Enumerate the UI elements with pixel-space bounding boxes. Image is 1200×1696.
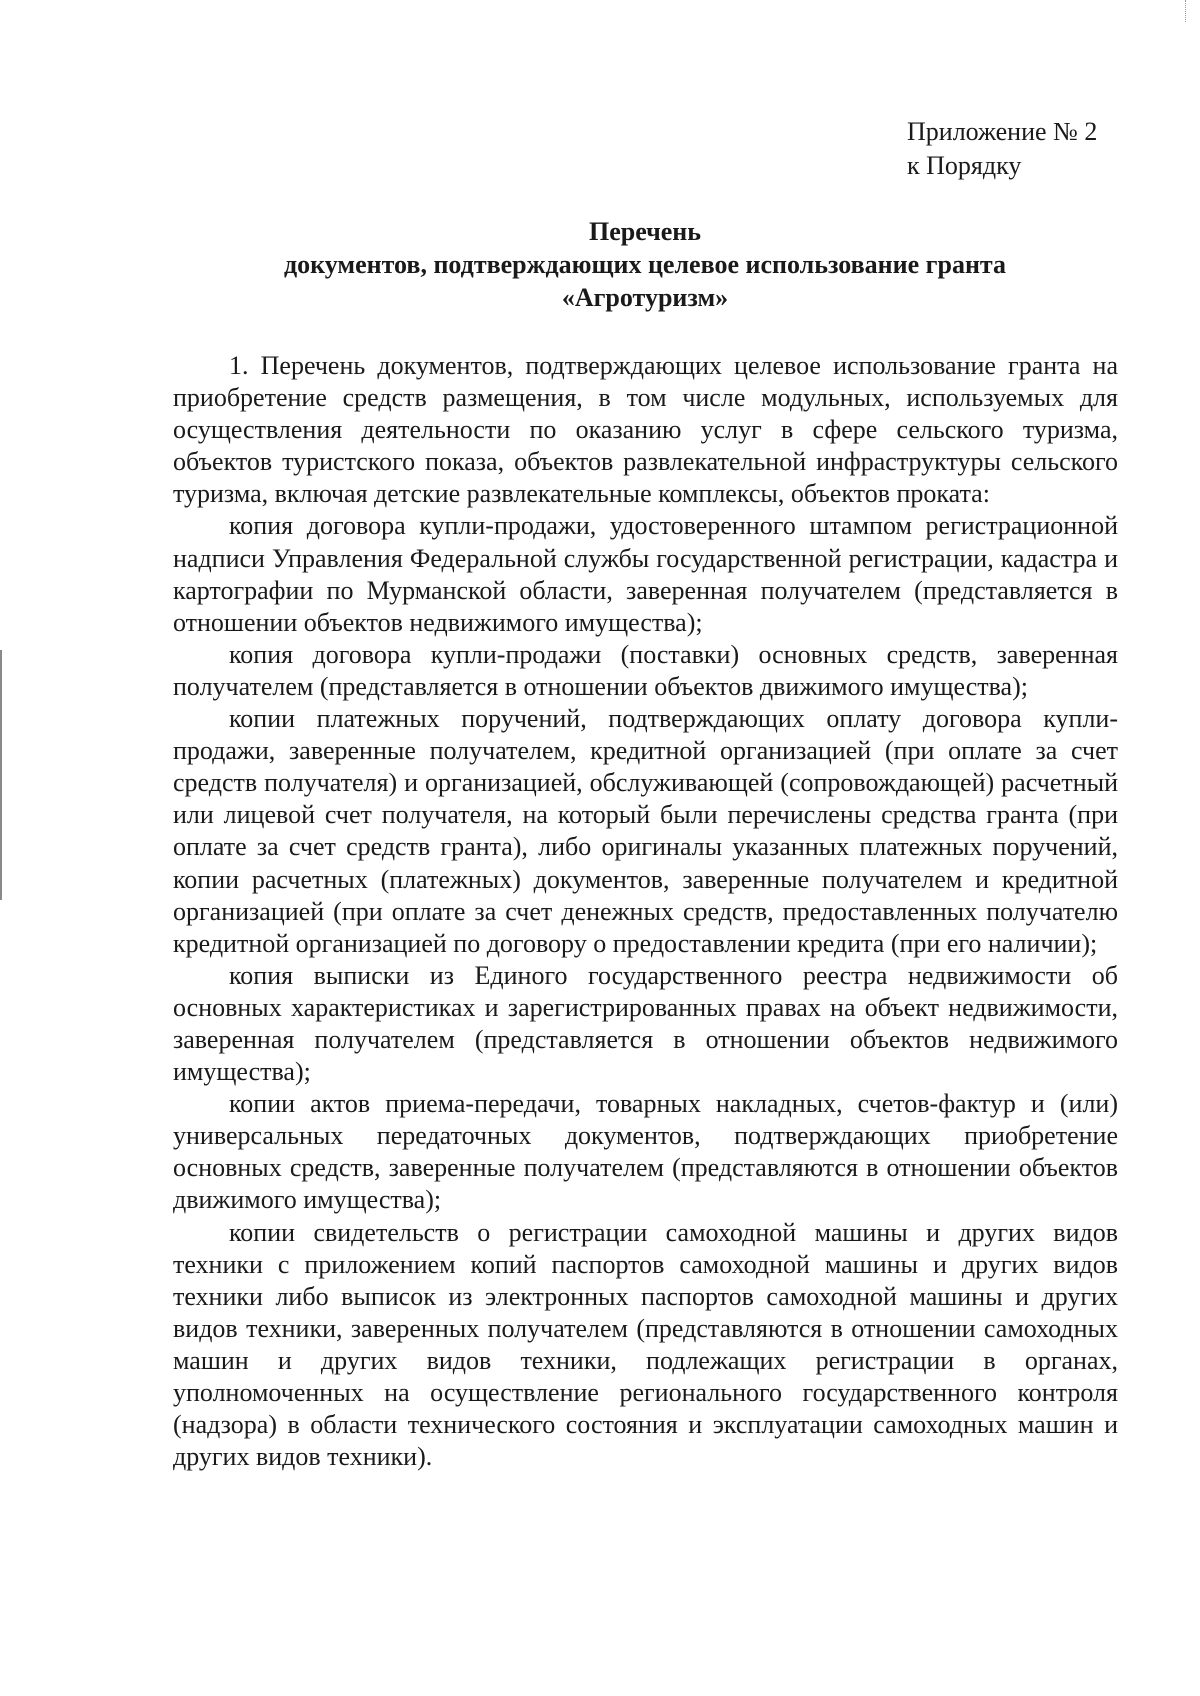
paragraph-section-1-intro: 1. Перечень документов, подтверждающих целевое использование гранта на приобретение средств размещения, в том числе модульных, используемых для осуществления деятельности по оказанию услуг в сфере сельского туризма, объектов туристского показа, объектов развлекательной инфраструктуры сельского туризма, включая детские развлекательные комплексы, объектов проката: [173, 351, 1118, 509]
document-body [173, 350, 1118, 1473]
paragraph-transfer-acts: копии актов приема-передачи, товарных накладных, счетов-фактур и (или) универсальных передаточных документов, подтверждающих приобретение основных средств, заверенные получателем (представляются в отношении объектов движимого имущества); [173, 1089, 1118, 1215]
paragraph-payment-orders: копии платежных поручений, подтверждающих оплату договора купли-продажи, заверенные получателем, кредитной организацией (при оплате за счет средств получателя) и организацией, обслуживающей (сопровождающей) расчетный или лицевой счет получателя, на который были перечислены средства гранта (при оплате за счет средств гранта), либо оригиналы указанных платежных поручений, копии расчетных (платежных) документов, заверенные получателем и кредитной организацией (при оплате за счет денежных средств, предоставленных получателю кредитной организацией по договору о предоставлении кредита (при его наличии); [173, 704, 1118, 958]
scan-corner-mark [1185, 0, 1192, 22]
heading-subtitle: документов, подтверждающих целевое использование гранта [283, 250, 1007, 279]
appendix-order-reference: к Порядку [907, 151, 1022, 180]
heading-grant-name: «Агротуризм» [561, 283, 729, 312]
paragraph-sale-contract-copy: копия договора купли-продажи, удостоверенного штампом регистрационной надписи Управления Федеральной службы государственной регистрации, кадастра и картографии по Мурманской области, заверенная получателем (представляется в отношении объектов недвижимого имущества); [173, 511, 1118, 637]
scan-edge-mark [0, 650, 2, 900]
paragraph-registry-extract: копия выписки из Единого государственного реестра недвижимости об основных характеристиках и зарегистрированных правах на объект недвижимости, заверенная получателем (представляется в отношении объектов недвижимого имущества); [173, 960, 1118, 1087]
paragraph-vehicle-certificates: копии свидетельств о регистрации самоходной машины и других видов техники с приложением копий паспортов самоходной машины и других видов техники либо выписок из электронных паспортов самоходной машины и других видов техники, заверенных получателем (представляются в отношении самоходных машин и других видов техники, подлежащих регистрации в органах, уполномоченных на осуществление регионального государственного контроля (надзора) в области технического состояния и эксплуатации самоходных машин и других видов техники). [173, 1217, 1118, 1472]
heading-title: Перечень [588, 217, 702, 246]
appendix-number: Приложение № 2 [907, 117, 1098, 146]
appendix-reference [907, 115, 1097, 183]
paragraph-supply-contract-copy: копия договора купли-продажи (поставки) основных средств, заверенная получателем (представляется в отношении объектов движимого имущества); [173, 639, 1118, 701]
document-heading [175, 215, 1115, 314]
